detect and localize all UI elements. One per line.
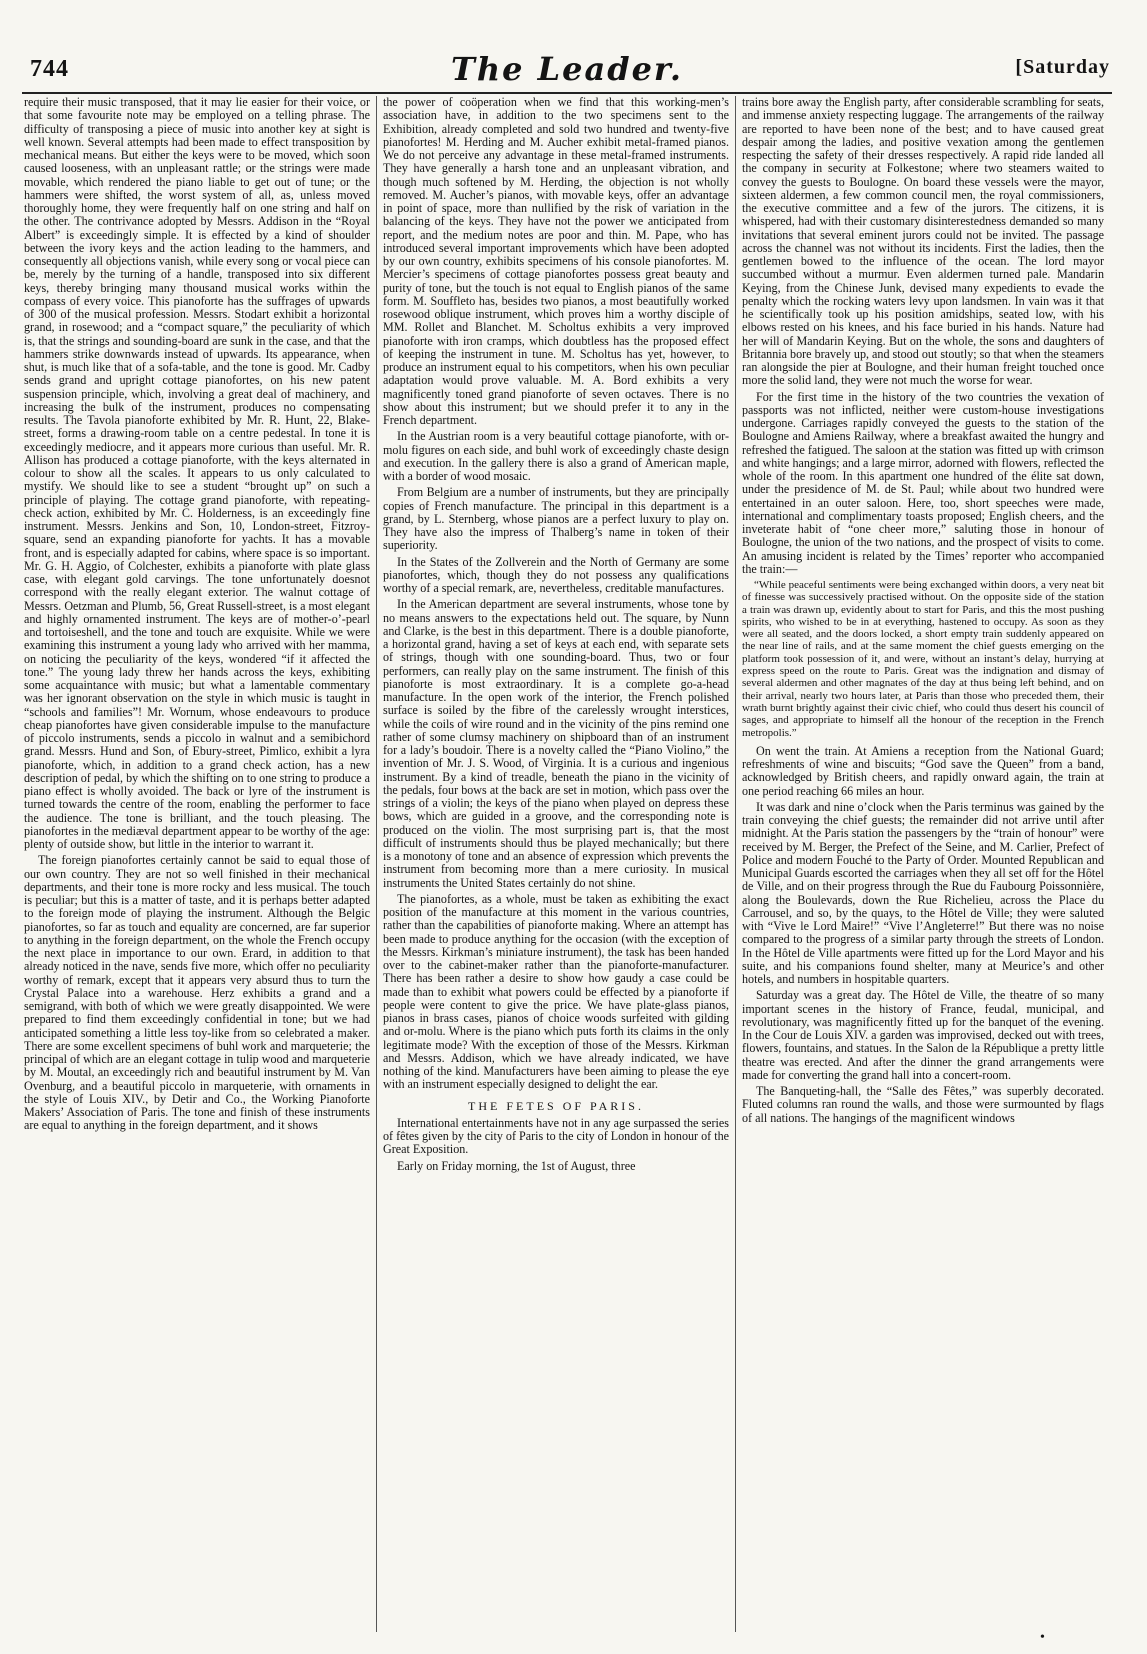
column-2: [383, 96, 729, 1636]
newspaper-title: The Leader.: [451, 50, 683, 88]
paragraph: In the States of the Zollverein and the North of Germany are some pianofortes, which, though they do not possess any qualifications worthy of a special remark, are, nevertheless, creditable manufactures.: [383, 554, 729, 595]
paragraph: In the Austrian room is a very beautiful cottage pianoforte, with or-molu figures on each side, and buhl work of exceedingly chaste design and execution. In the gallery there is also a grand of American maple, with a border of wood mosaic.: [383, 429, 729, 483]
quotation: “While peaceful sentiments were being exchanged within doors, a very neat bit of finesse was successively practised without. On the opposite side of the station a train was drawn up, evidently about to start for Paris, and this the most pushing spirits, who wished to be in at everything, hastened to occupy. As soon as they were all seated, and the doors locked, a short empty train suddenly appeared on the near line of rails, and at the same moment the chief guests emerging on the platform took possession of it, and were, without an instant’s delay, hurrying at express speed on the route to Paris. Great was the indignation and dismay of several aldermen and other magnates of the day at thus being left behind, and on their arrival, nearly two hours later, at Paris than those who preceded them, their wrath burnt brightly against their civic chief, who could thus desert his council of sages, and appropriate to himself all the honour of the reception in the French metropolis.”: [742, 579, 1104, 739]
paragraph: On went the train. At Amiens a reception from the National Guard; refreshments of wine and biscuits; “God save the Queen” from a band, acknowledged by British cheers, and rapidly onward again, the train at one period reaching 66 miles an hour.: [742, 743, 1104, 798]
paragraph: International entertainments have not in any age surpassed the series of fêtes given by the city of Paris to the city of London in honour of the Great Exposition.: [383, 1115, 729, 1157]
masthead: [22, 50, 1112, 94]
paragraph: require their music transposed, that it may lie easier for their voice, or that some favourite note may be employed on a telling phrase. The difficulty of transposing a piece of music into another key at sight is well known. Several attempts had been made to effect transposition by mechanical means. But either the keys were to be moved, which soon caused looseness, with an unpleasant rattle; or the strings were made movable, which rendered the piano liable to get out of tune; or the hammers were shifted, the worst system of all, as, unless moved thoroughly home, they were frequently half on one string and half on the other. The contrivance adopted by Messrs. Addison in the “Royal Albert” is exceedingly simple. It is effected by a kind of shoulder between the ivory keys and the action leading to the hammers, and consequently all objections vanish, while every song or vocal piece can be, merely by the turning of a handle, transposed into six different keys, thereby bringing many thousand musical works within the compass of every voice. This pianoforte has the suffrages of upwards of 300 of the musical profession. Messrs. Stodart exhibit a horizontal grand, in rosewood; and a “compact square,” the peculiarity of which is, that the strings and sounding-board are sunk in the case, and that the hammers strike downwards instead of upwards. Its appearance, when shut, is much like that of a sofa-table, and the tone is good. Mr. Cadby sends grand and upright cottage pianofortes, on his new patent suspension principle, which, involving a great deal of machinery, and increasing the bulk of the instrument, produces no compensating results. The Tavola pianoforte exhibited by Mr. R. Hunt, 22, Blake-street, forms a drawing-room table on a centre pedestal. In tone it is exceedingly mediocre, and it appears more curious than useful. Mr. R. Allison has produced a cottage pianoforte, with the keys alternated in colour to show all the scales. It appears to us only calculated to mystify. We should like to see a student “brought up” on such a principle of playing. The cottage grand pianoforte, with repeating-check action, exhibited by Mr. C. Holderness, is an exceedingly fine instrument. Messrs. Jenkins and Son, 10, London-street, Fitzroy-square, send an expanding pianoforte for yachts. It has a movable front, and is especially adapted for cabins, where space is so important. Mr. G. H. Aggio, of Colchester, exhibits a pianoforte with plate glass case, with elegant gold carvings. The tone unfortunately doesnot correspond with the really elegant exterior. The walnut cottage of Messrs. Oetzman and Plumb, 56, Great Russell-street, is a most elegant and highly ornamented instrument. The keys are of mother-o’-pearl and tortoiseshell, and the tone and touch are exquisite. While we were examining this instrument a young lady who arrived with her mamma, on noticing the peculiarity of the keys, wondered “if it affected the tone.” The young lady threw her hands across the keys, exhibiting some acquaintance with music; but what a lamentable commentary was her ignorant observation on the style in which music is taught in “schools and families”! Mr. Wornum, whose endeavours to produce cheap pianofortes have given considerable impulse to the manufacture of piccolo instruments, sends a piccolo in walnut and a semibichord grand. Messrs. Hund and Son, of Ebury-street, Pimlico, exhibit a lyra pianoforte, which, in addition to a grand check action, has a new description of pedal, by which the shifting on to one string to produce a piano effect is wholly avoided. The back or lyre of the instrument is turned towards the centre of the room, enabling the performer to face the audience. The tone is brilliant, and the touch pleasing. The pianofortes in the mediæval department appear to be worthy of the age: plenty of outside show, but little in the interior to warrant it.: [24, 96, 370, 851]
paragraph: From Belgium are a number of instruments, but they are principally copies of French manufacture. The principal in this department is a grand, by L. Sternberg, whose pianos are a perfect luxury to play on. They have also the impress of Thalberg’s name in token of their superiority.: [383, 485, 729, 553]
column-rule-1: [376, 96, 377, 1632]
paragraph: trains bore away the English party, after considerable scrambling for seats, and immense anxiety respecting luggage. The arrangements of the railway are reported to have been none of the best; and to have caused great despair among the ladies, and positive vexation among the gentlemen respecting the safety of their dresses respectively. A rapid ride landed all the company in security at Folkestone; where two steamers waited to convey the guests to Boulogne. On board these vessels were the mayor, sixteen aldermen, a few common council men, the royal commissioners, the executive committee and a few of the jurors. The citizens, it is whispered, had with their customary disinterestedness demanded so many invitations that several eminent jurors could not be invited. The passage across the channel was not without its incidents. First the ladies, then the gentlemen bowed to the influence of the ocean. The lord mayor succumbed without a murmur. Even aldermen turned pale. Mandarin Keying, from the Chinese Junk, devised many expedients to evade the penalty which the rocking waters levy upon landsmen. In vain was it that he scientifically took up his position amidships, seated low, with his elbows rested on his knees, and his face buried in his hands. Nature had her will of Mandarin Keying. But on the whole, the sons and daughters of Britannia bore bravely up, and stood out stoutly; so that when the steamers ran alongside the pier at Boulogne, and their human freight touched once more the solid land, they were not much the worse for wear.: [742, 96, 1104, 388]
section-heading: THE FETES OF PARIS.: [468, 1098, 644, 1113]
print-speck: •: [1040, 1630, 1045, 1645]
page-number: 744: [30, 56, 69, 82]
paragraph: Saturday was a great day. The Hôtel de Ville, the theatre of so many important scenes in the history of France, feudal, municipal, and revolutionary, was magnificently fitted up for the banquet of the evening. In the Cour de Louis XIV. a garden was improvised, decked out with trees, flowers, fountains, and statues. In the Salon de la République a pretty little theatre was erected. And after the dinner the grand arrangements were made for converting the grand hall into a concert-room.: [742, 988, 1104, 1082]
paragraph: The foreign pianofortes certainly cannot be said to equal those of our own country. They are not so well finished in their mechanical departments, and their tone is more rocky and less musical. The touch is peculiar; but this is a matter of taste, and it is perhaps better adapted to the foreign mode of playing the instrument. Although the Belgic pianofortes, so far as touch and equality are concerned, are far superior to anything in the foreign department, on the whole the French occupy the next place in importance to our own. Erard, in addition to that already noticed in the nave, sends five more, which offer no peculiarity worthy of remark, except that it appears very absurd thus to turn the Crystal Palace into a warehouse. Herz exhibits a grand and a semigrand, with both of which we were greatly disappointed. We were prepared to find them exceedingly confidential in tone; but we had anticipated something a little less toy-like from so celebrated a maker. There are some excellent specimens of buhl work and marqueterie; the principal of which are an elegant cottage in tulip wood and marqueterie by M. Moutal, an exceedingly rich and beautiful instrument by M. Van Ovenburg, and a beautiful piccolo in marqueterie, with ornaments in the style of Louis XIV., by Detir and Co., the Working Pianoforte Makers’ Association of Paris. The tone and finish of these instruments are equal to anything in the foreign department, and it shows: [24, 853, 370, 1133]
column-1: [24, 96, 370, 1636]
paragraph: For the first time in the history of the two countries the vexation of passports was not inflicted, neither were custom-house investigations undergone. Carriages rapidly conveyed the guests to the station of the Boulogne and Amiens Railway, where a breakfast awaited the hungry and refreshed the fatigued. The saloon at the station was fitted up with crimson and white hangings; and a large mirror, adorned with flowers, reflected the whole of the room. In this apartment one hundred of the élite sat down, under the presidence of M. de St. Paul; while about two hundred were entertained in an outer saloon. Here, too, short speeches were made, international and complimentary toasts proposed; English cheers, and the inveterate habit of “one cheer more,” saluting those in honour of Boulogne, the union of the two nations, and the prospect of visits to come. An amusing incident is related by the Times’ reporter who accompanied the train:—: [742, 389, 1104, 576]
paragraph: The Banqueting-hall, the “Salle des Fêtes,” was superbly decorated. Fluted columns ran round the walls, and those were surmounted by flags of all nations. The hangings of the magnificent windows: [742, 1084, 1104, 1125]
paragraph: The pianofortes, as a whole, must be taken as exhibiting the exact position of the manufacture at this moment in the various countries, rather than the capabilities of pianoforte making. Where an attempt has been made to produce anything for the occasion (with the exception of the Messrs. Kirkman’s miniature instrument), the task has been handed over to the cabinet-maker rather than the pianoforte-manufacturer. There has been rather a desire to show how gaudy a case could be made than to exhibit what powers could be effected by a pianoforte if people were content to give the price. We have plate-glass pianos, pianos in brass cases, pianos of choice woods surfeited with gilding and or-molu. Where is the piano which puts forth its claims in the only legitimate mode? With the exception of those of the Messrs. Kirkman and Messrs. Addison, which we have already indicated, we have nothing of the kind. Manufacturers have been aiming to please the eye with an instrument especially designed to delight the ear.: [383, 891, 729, 1092]
paragraph: Early on Friday morning, the 1st of August, three: [397, 1158, 636, 1173]
column-rule-2: [735, 96, 736, 1632]
header-rule: [22, 92, 1112, 94]
issue-day: [Saturday: [1015, 56, 1110, 78]
paragraph: It was dark and nine o’clock when the Paris terminus was gained by the train conveying the chief guests; the remainder did not arrive until after midnight. At the Paris station the passengers by the “train of honour” were received by M. Berger, the Prefect of the Seine, and M. Carlier, Prefect of Police and modern Fouché to the Party of Order. Mounted Republican and Municipal Guards escorted the carriages when they all set off for the Hôtel de Ville, and on their progress through the Rue du Faubourg Poissonnière, along the Boulevards, down the Rue Richelieu, across the Place du Carrousel, and so, by the quays, to the Hôtel de Ville; they were saluted with “Vive le Lord Maire!” “Vive l’Angleterre!” But there was no noise compared to the progress of a similar party through the streets of London. In the Hôtel de Ville apartments were fitted up for the Lord Mayor and his suite, and his companions found shelter, many at Meurice’s and other hotels, and numbers in hospitable quarters.: [742, 799, 1104, 987]
quotation-block: [742, 579, 1104, 739]
paragraph: the power of coöperation when we find that this working-men’s association have, in addition to the two specimens sent to the Exhibition, already completed and sold two hundred and twenty-five pianofortes! M. Herding and M. Aucher exhibit metal-framed pianos. We do not perceive any advantage in these metal-framed instruments. They have generally a harsh tone and an unpleasant vibration, and though much softened by M. Herding, the objection is not wholly removed. M. Aucher’s pianos, with movable keys, offer an advantage in point of space, more than nullified by the risk of variation in the balancing of the keys. They have not the power we anticipated from report, and the medium notes are poor and thin. M. Pape, who has introduced several important improvements which have been adopted by our own country, exhibits specimens of his console pianofortes. M. Mercier’s specimens of cottage pianofortes possess great beauty and purity of tone, but the touch is not equal to English pianos of the same form. M. Souffleto has, besides two pianos, a most beautifully worked rosewood oblique instrument, which proves him a worthy disciple of MM. Rollet and Blanchet. M. Scholtus exhibits a very improved pianoforte with iron cramps, which doubtless has the proposed effect of keeping the instrument in tune. M. Scholtus has yet, however, to produce an instrument equal to his competitors, when his own peculiar adaptation would prove valuable. M. A. Bord exhibits a very magnificently toned grand pianoforte of seven octaves. There is no show about this instrument; but we should prefer it to any in the French department.: [383, 96, 729, 427]
column-3: [742, 96, 1104, 1636]
paragraph: In the American department are several instruments, whose tone by no means answers to the expectations held out. The square, by Nunn and Clarke, is the best in this department. There is a double pianoforte, a horizontal grand, having a set of keys at each end, with separate sets of strings, though with one sounding-board. Thus, two or four performers, can really play on the same instrument. The finish of this pianoforte is most extraordinary. It is a complete go-a-head manufacture. In the open work of the interior, the French polished surface is soiled by the fibre of the carelessly wrought interstices, while the coils of wire round and in the vicinity of the pins remind one rather of some clumsy machinery on shipboard than of an instrument for a lady’s boudoir. There is a novelty called the “Piano Violino,” the invention of Mr. J. S. Wood, of Virginia. It is a curious and ingenious instrument. By a kind of treadle, beneath the piano in the vicinity of the pedals, four bows at the back are set in motion, which pass over the strings of a violin; the keys of the piano when played on depress these bows, which are guided in a groove, and the corresponding note is produced on the violin. The most surprising part is, that the most difficult of instruments should thus be played mechanically; but there is a monotony of tone and an absence of expression which prevents the instrument from becoming more than a mere curiosity. In musical instruments the United States certainly do not shine.: [383, 597, 729, 890]
